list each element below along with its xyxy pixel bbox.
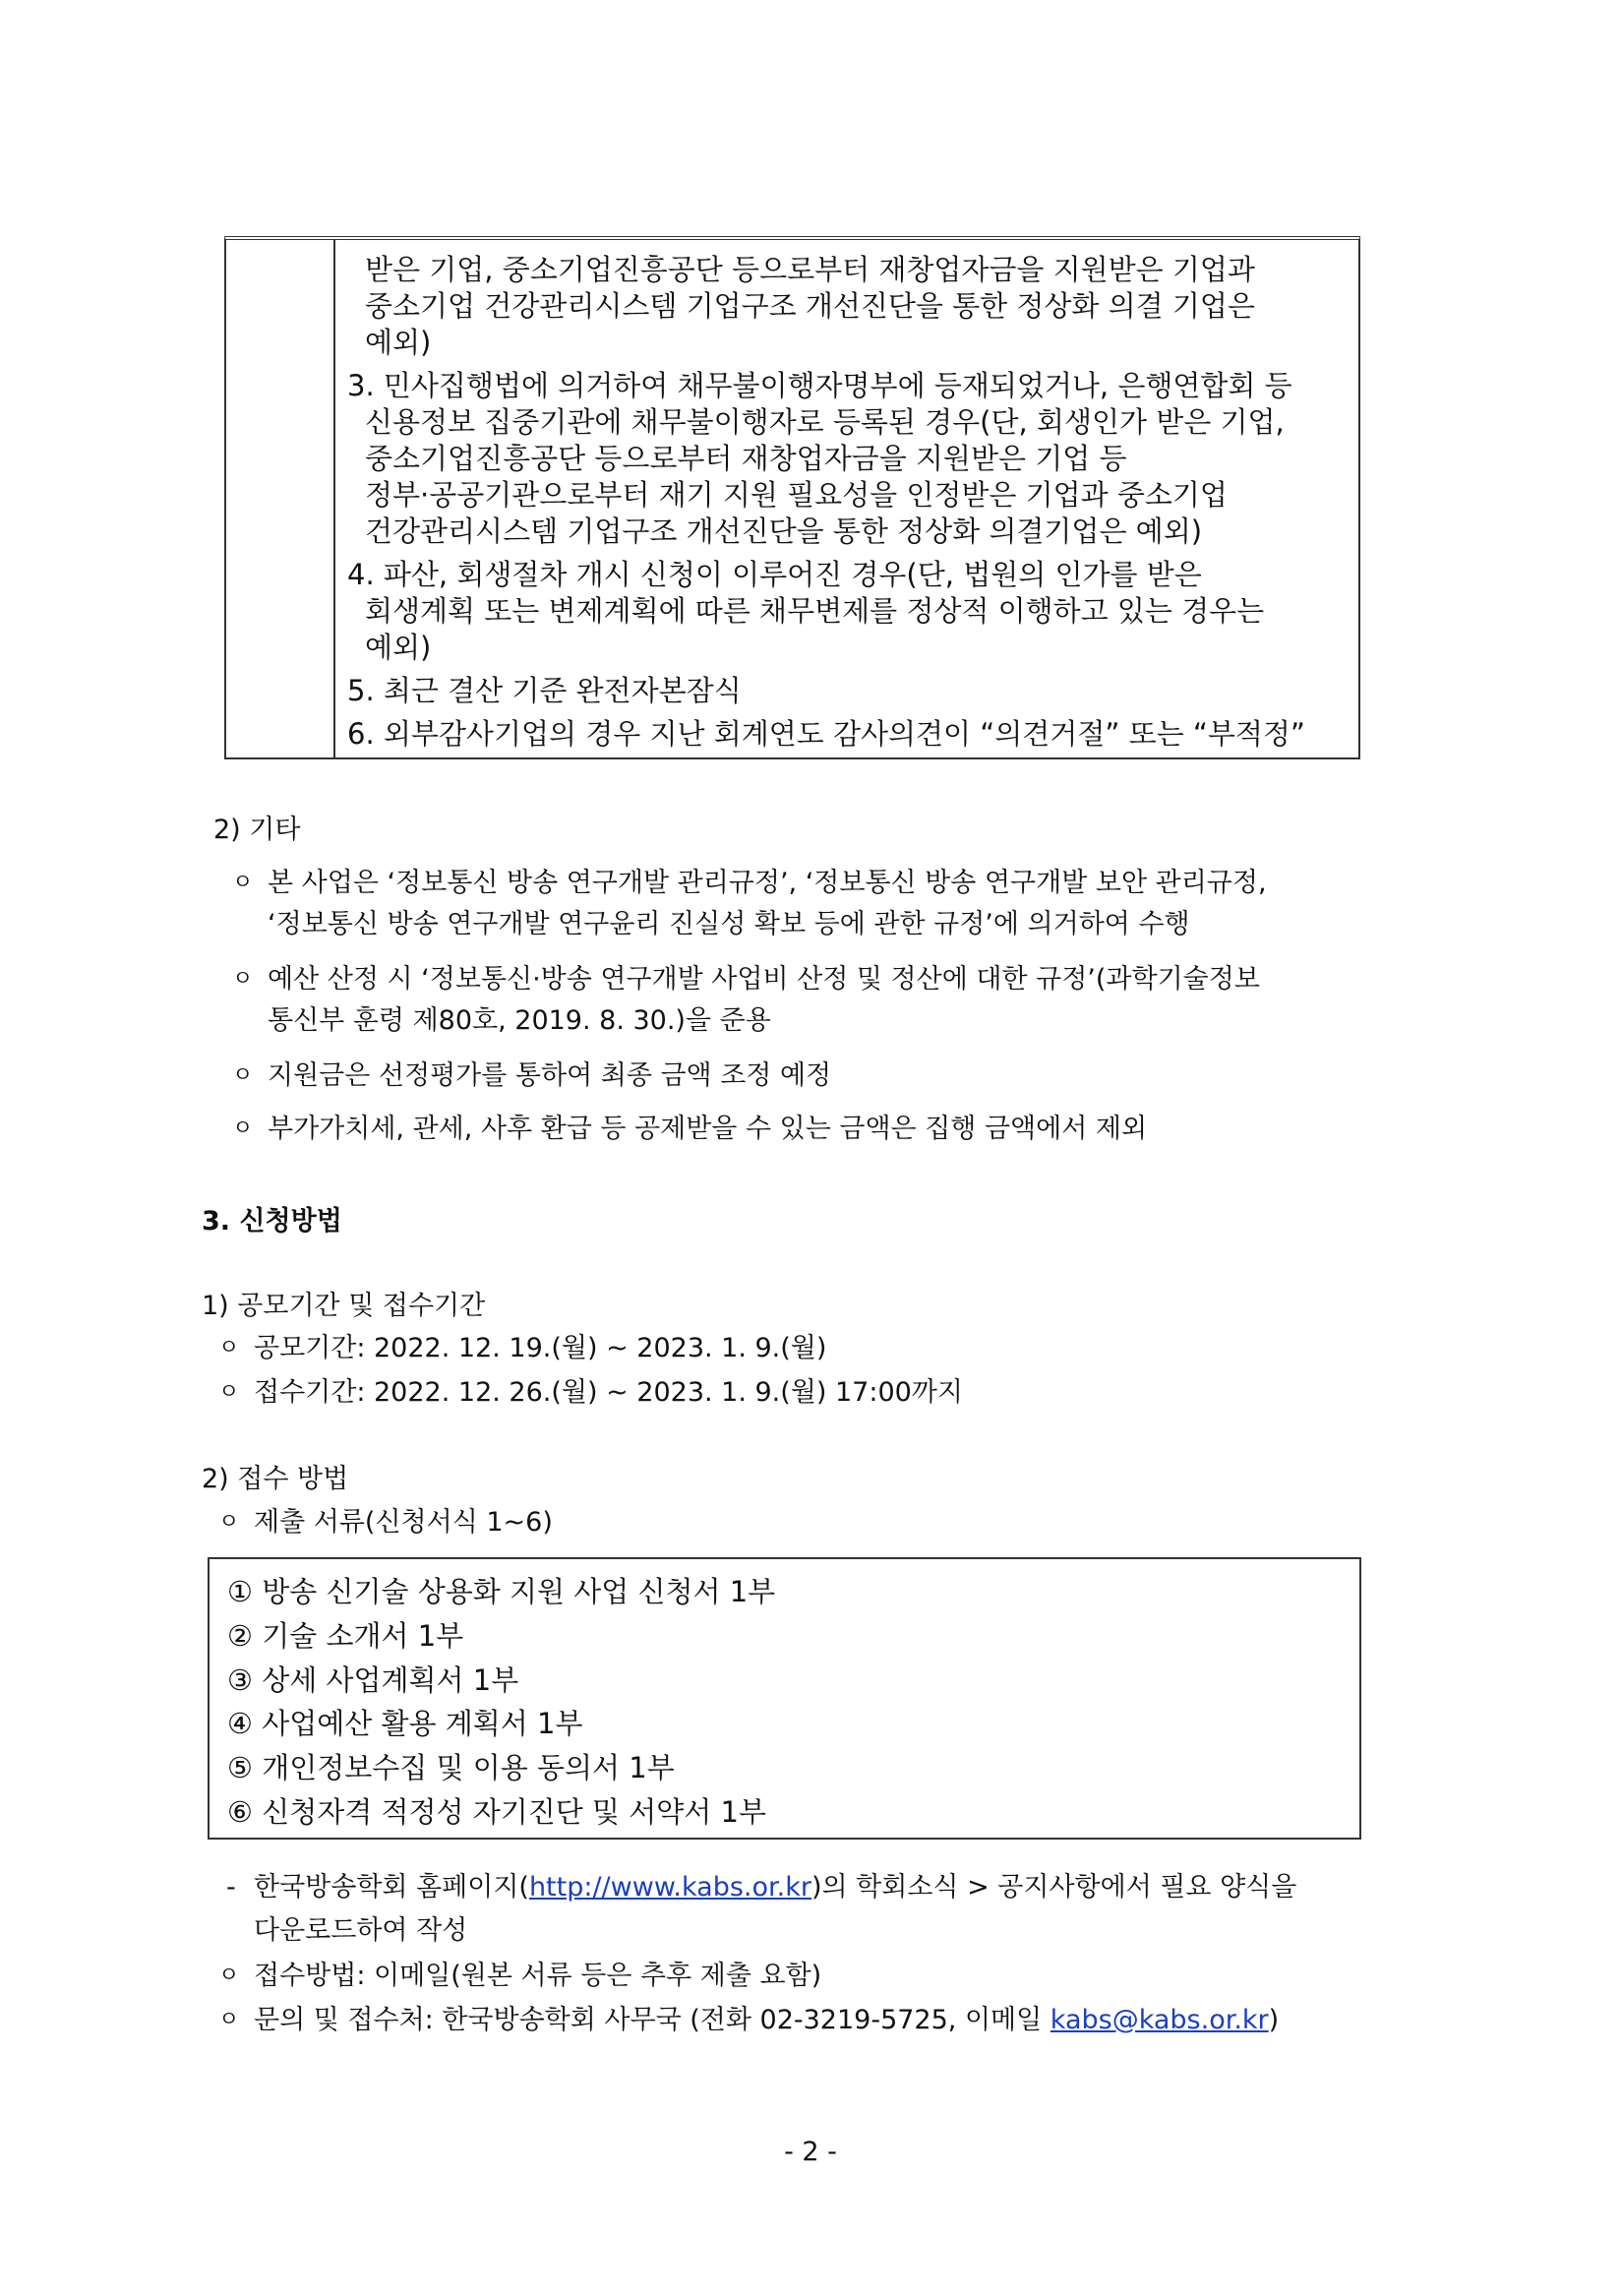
contact-pre: 문의 및 접수처: 한국방송학회 사무국 (전화 02-3219-5725, 이메일: [254, 2005, 1051, 2035]
recruit-period: 공모기간: 2022. 12. 19.(월) ~ 2023. 1. 9.(월): [254, 1333, 827, 1363]
etc-item-1-line-2: ‘정보통신 방송 연구개발 연구윤리 진실성 확보 등에 관한 규정’에 의거하여 수행: [268, 909, 1190, 939]
download-line-1: [254, 1870, 1296, 1905]
table-line: 4. 파산, 회생절차 개시 신청이 이루어진 경우(단, 법원의 인가를 받은: [347, 558, 1202, 591]
table-line: 중소기업진흥공단 등으로부터 재창업자금을 지원받은 기업 등: [365, 442, 1127, 475]
etc-item-4: 부가가치세, 관세, 사후 환급 등 공제받을 수 있는 금액은 집행 금액에서 제외: [268, 1114, 1148, 1144]
docs-label: 제출 서류(신청서식 1~6): [254, 1507, 553, 1538]
bullet-icon: ㅇ: [218, 1336, 240, 1360]
method-heading: 2) 접수 방법: [202, 1464, 349, 1494]
receipt-method: 접수방법: 이메일(원본 서류 등은 추후 제출 요함): [254, 1961, 822, 1991]
download-pre: 한국방송학회 홈페이지(: [254, 1872, 529, 1903]
bullet-icon: ㅇ: [218, 1380, 240, 1405]
receipt-period: 접수기간: 2022. 12. 26.(월) ~ 2023. 1. 9.(월) 17:00까지: [254, 1377, 963, 1408]
doc-item: ③ 상세 사업계획서 1부: [227, 1663, 519, 1697]
table-line: 신용정보 집중기관에 채무불이행자로 등록된 경우(단, 회생인가 받은 기업,: [365, 405, 1285, 439]
page-number: - 2 -: [784, 2137, 837, 2167]
table-line: 3. 민사집행법에 의거하여 채무불이행자명부에 등재되었거나, 은행연합회 등: [347, 369, 1292, 402]
bullet-icon: ㅇ: [232, 1063, 254, 1088]
doc-item: ⑥ 신청자격 적정성 자기진단 및 서약서 1부: [227, 1795, 766, 1829]
submission-docs-box: [208, 1557, 1361, 1840]
etc-item-2-line-2: 통신부 훈령 제80호, 2019. 8. 30.)을 준용: [268, 1005, 771, 1036]
table-line: 중소기업 건강관리시스템 기업구조 개선진단을 통한 정상화 의결 기업은: [365, 289, 1255, 323]
doc-item: ④ 사업예산 활용 계획서 1부: [227, 1707, 583, 1740]
table-line: 예외): [365, 631, 432, 664]
doc-item: ① 방송 신기술 상용화 지원 사업 신청서 1부: [227, 1575, 776, 1608]
contact-email-link[interactable]: kabs@kabs.or.kr: [1050, 2005, 1269, 2035]
section-3-heading: 3. 신청방법: [202, 1206, 342, 1237]
homepage-link[interactable]: http://www.kabs.or.kr: [528, 1872, 811, 1903]
table-line: 회생계획 또는 변제계획에 따른 채무변제를 정상적 이행하고 있는 경우는: [365, 594, 1265, 628]
etc-item-3: 지원금은 선정평가를 통하여 최종 금액 조정 예정: [268, 1060, 832, 1091]
etc-item-2-line-1: 예산 산정 시 ‘정보통신·방송 연구개발 사업비 산정 및 정산에 대한 규정’(과학기술정보: [268, 964, 1260, 995]
table-label-cell: [226, 240, 335, 757]
table-line: 6. 외부감사기업의 경우 지난 회계연도 감사의견이 “의견거절” 또는 “부적정”: [347, 717, 1305, 751]
download-dash: -: [226, 1872, 236, 1903]
period-heading: 1) 공모기간 및 접수기간: [202, 1291, 486, 1321]
contact-line: [254, 2003, 1279, 2038]
table-line: 정부·공공기관으로부터 재기 지원 필요성을 인정받은 기업과 중소기업: [365, 478, 1228, 512]
contact-post: ): [1268, 2005, 1280, 2035]
table-line: 받은 기업, 중소기업진흥공단 등으로부터 재창업자금을 지원받은 기업과: [365, 253, 1255, 286]
bullet-icon: ㅇ: [232, 871, 254, 895]
bullet-icon: ㅇ: [218, 1510, 240, 1535]
etc-item-1-line-1: 본 사업은 ‘정보통신 방송 연구개발 관리규정’, ‘정보통신 방송 연구개발 보안 관리규정,: [268, 868, 1267, 898]
table-line: 예외): [365, 326, 432, 359]
table-content-cell: [335, 240, 1358, 757]
doc-item: ⑤ 개인정보수집 및 이용 동의서 1부: [227, 1751, 675, 1784]
bullet-icon: ㅇ: [232, 1117, 254, 1141]
eligibility-table: [224, 236, 1360, 759]
table-line: 5. 최근 결산 기준 완전자본잠식: [347, 674, 742, 707]
download-line-2: 다운로드하여 작성: [254, 1915, 468, 1946]
etc-heading: 2) 기타: [213, 815, 301, 845]
bullet-icon: ㅇ: [218, 2008, 240, 2032]
bullet-icon: ㅇ: [232, 967, 254, 992]
table-line: 건강관리시스템 기업구조 개선진단을 통한 정상화 의결기업은 예외): [365, 514, 1203, 548]
download-post: )의 학회소식 > 공지사항에서 필요 양식을: [810, 1872, 1297, 1903]
doc-item: ② 기술 소개서 1부: [227, 1619, 464, 1653]
bullet-icon: ㅇ: [218, 1964, 240, 1988]
